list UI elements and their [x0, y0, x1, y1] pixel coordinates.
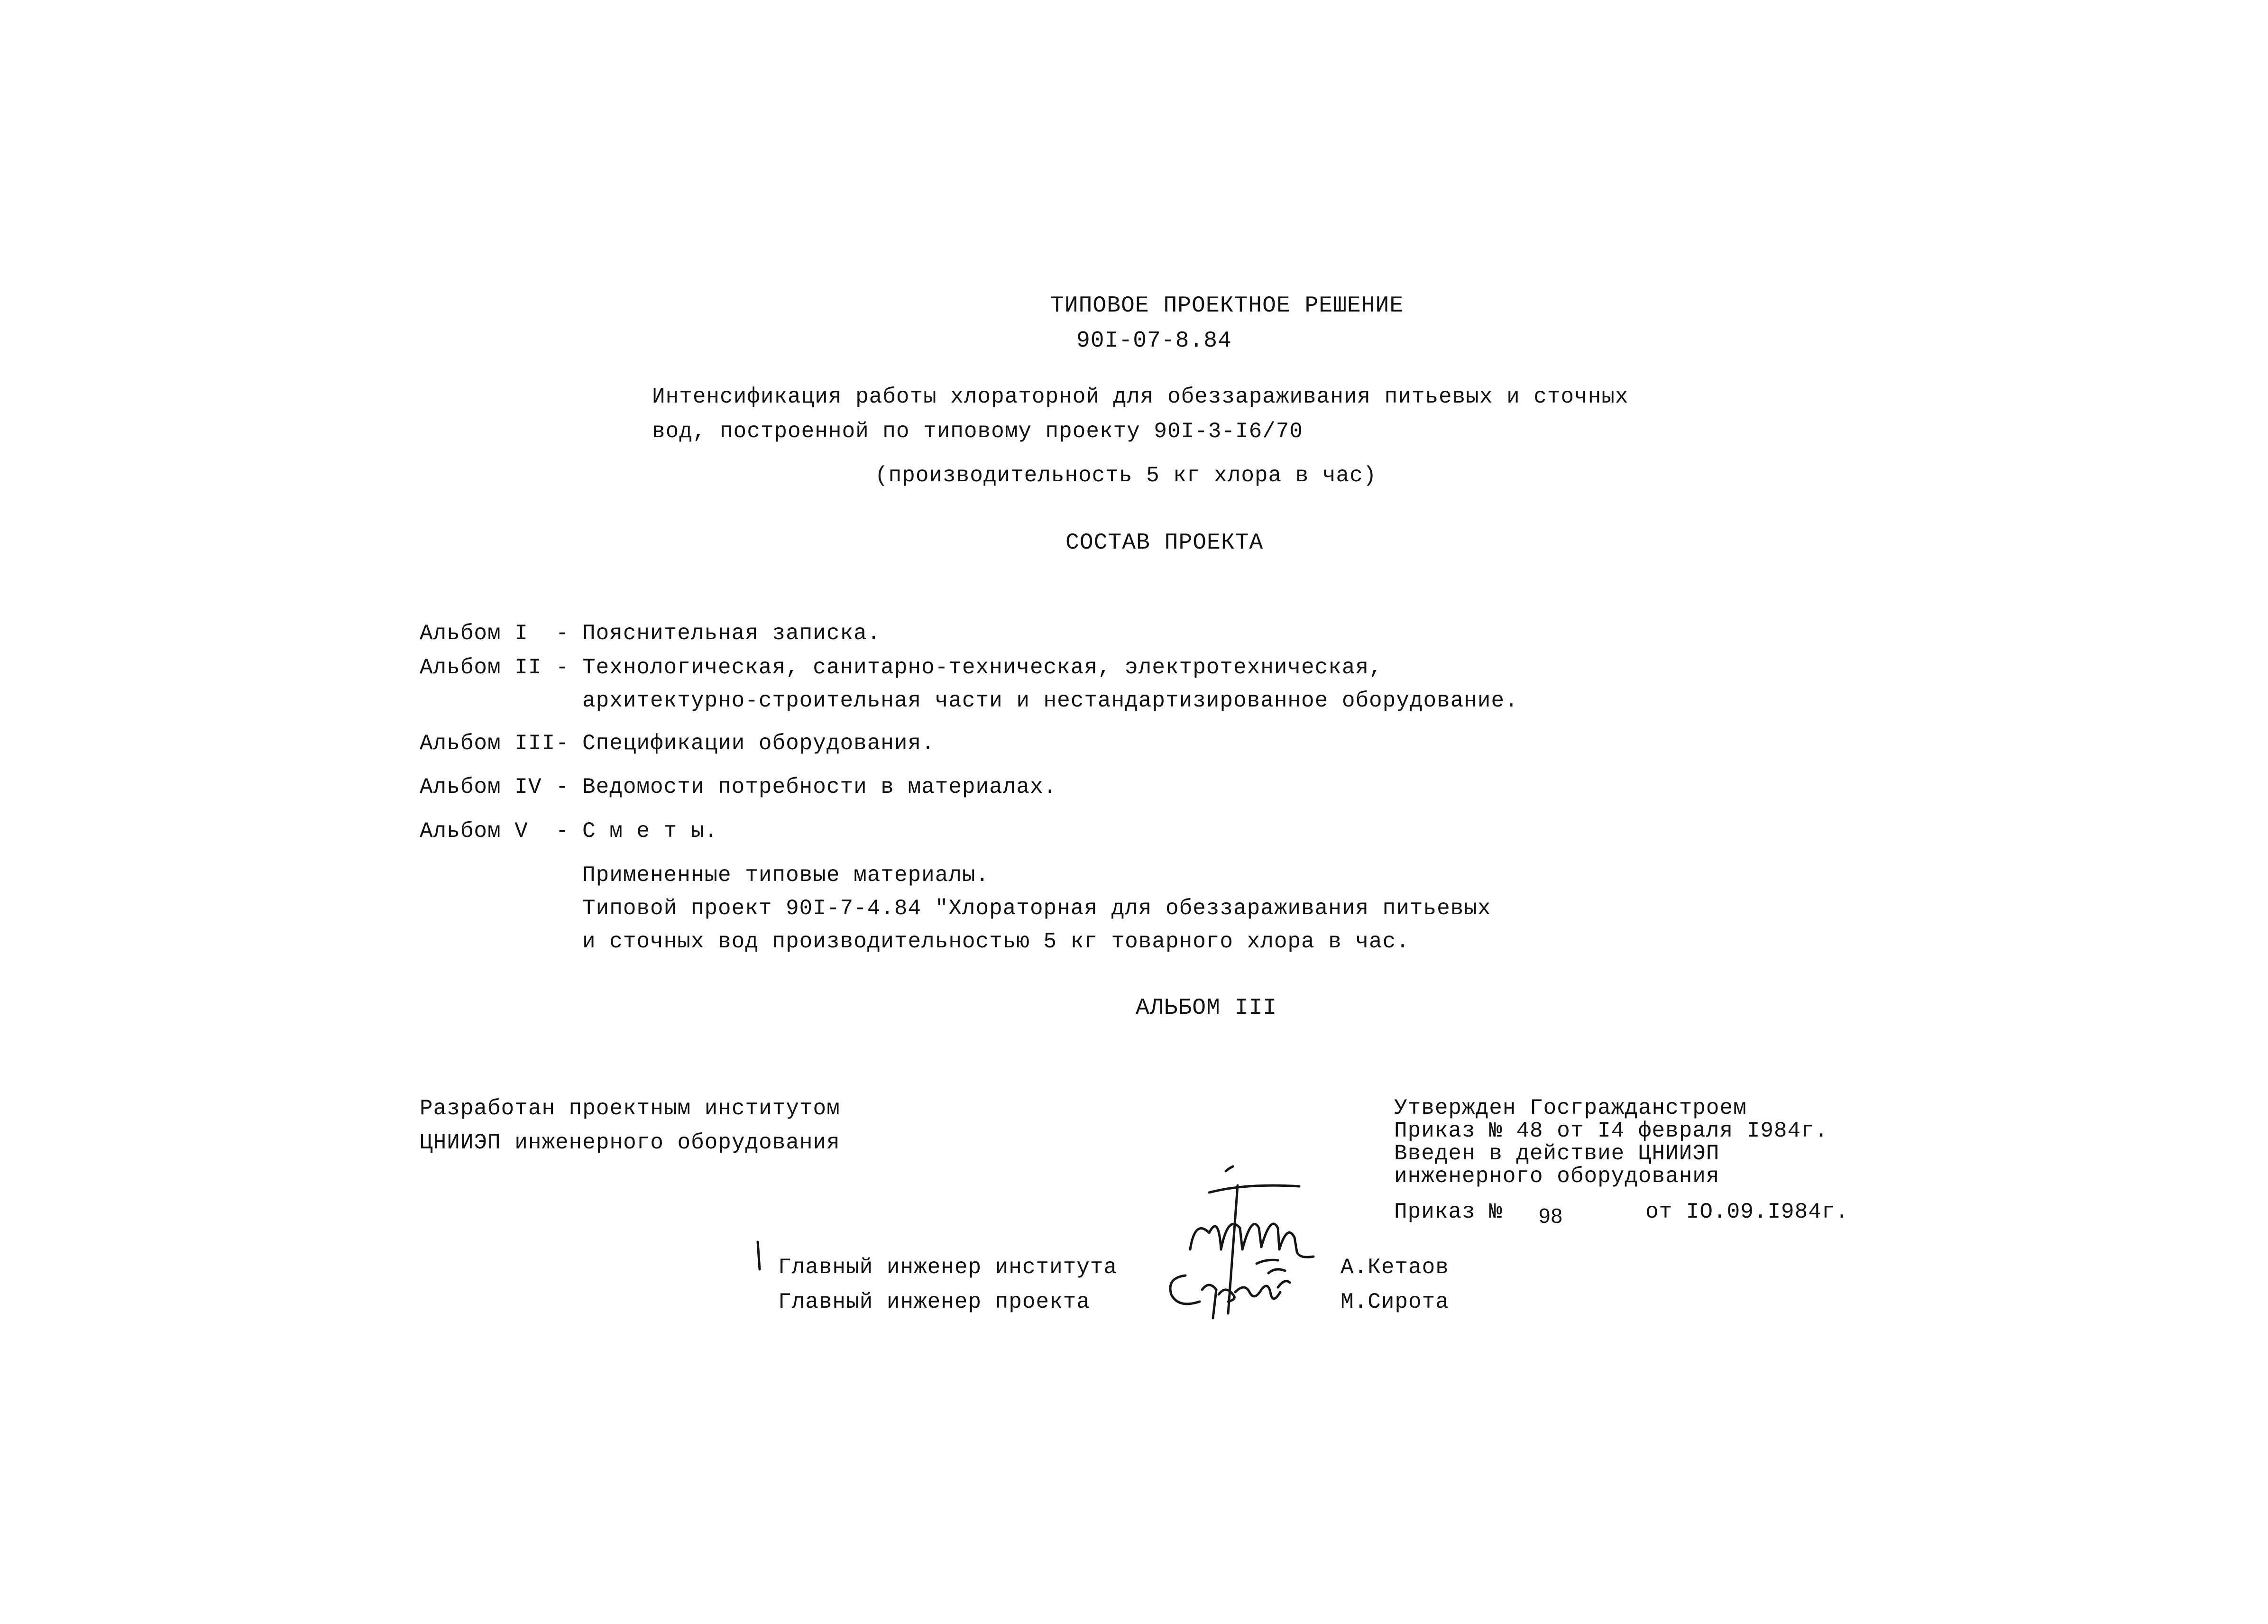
signature-name: А.Кетаов — [1341, 1255, 1449, 1280]
album-description: Ведомости потребности в материалах. — [582, 775, 1057, 799]
album-description: Спецификации оборудования. — [582, 731, 935, 756]
album-description: Технологическая, санитарно-техническая, электротехническая, — [582, 655, 1383, 680]
album-description: Пояснительная записка. — [582, 621, 881, 646]
developer-line-2: ЦНИИЭП инженерного оборудования — [420, 1130, 840, 1155]
handwritten-signatures — [1157, 1157, 1366, 1342]
album-dash: - — [556, 775, 569, 799]
current-album: АЛЬБОМ III — [1136, 995, 1277, 1021]
album-description: С м е т ы. — [582, 819, 718, 844]
developer-line-1: Разработан проектным институтом — [420, 1096, 840, 1121]
signature-role: Главный инженер проекта — [778, 1290, 1090, 1314]
album-description: архитектурно-строительная части и нестандартизированное оборудование. — [582, 688, 1518, 713]
album-dash: - — [556, 819, 569, 844]
album-dash: - — [556, 655, 569, 680]
composition-heading: СОСТАВ ПРОЕКТА — [1065, 530, 1264, 556]
applied-materials-line: и сточных вод производительностью 5 кг товарного хлора в час. — [582, 929, 1410, 954]
project-code: 90I-07-8.84 — [1076, 328, 1232, 354]
document-title: ТИПОВОЕ ПРОЕКТНОЕ РЕШЕНИЕ — [1050, 293, 1404, 319]
approval-line-1: Утвержден Госгражданстроем — [1394, 1096, 1747, 1120]
album-dash: - — [556, 621, 569, 646]
description-line-1: Интенсификация работы хлораторной для обеззараживания питьевых и сточных — [652, 385, 1629, 409]
album-label: Альбом IV — [420, 775, 542, 799]
capacity-note: (производительность 5 кг хлора в час) — [875, 463, 1377, 488]
album-label: Альбом V — [420, 819, 528, 844]
approval-line-4: инженерного оборудования — [1394, 1164, 1720, 1189]
order-label: Приказ № — [1394, 1200, 1503, 1224]
order-date: от IO.09.I984г. — [1645, 1200, 1849, 1224]
album-dash: - — [556, 731, 569, 756]
signature-role: Главный инженер института — [778, 1255, 1118, 1280]
applied-materials-heading: Примененные типовые материалы. — [582, 863, 990, 888]
description-line-2: вод, построенной по типовому проекту 90I-3-I6/70 — [652, 419, 1304, 444]
album-label: Альбом II — [420, 655, 542, 680]
pen-mark — [754, 1240, 763, 1273]
approval-line-3: Введен в действие ЦНИИЭП — [1394, 1141, 1720, 1166]
order-number: 98 — [1539, 1204, 1563, 1228]
signature-name: М.Сирота — [1341, 1290, 1449, 1314]
album-label: Альбом III — [420, 731, 556, 756]
approval-line-2: Приказ № 48 от I4 февраля I984г. — [1394, 1119, 1828, 1143]
applied-materials-line: Типовой проект 90I-7-4.84 "Хлораторная для обеззараживания питьевых — [582, 896, 1491, 921]
album-label: Альбом I — [420, 621, 528, 646]
